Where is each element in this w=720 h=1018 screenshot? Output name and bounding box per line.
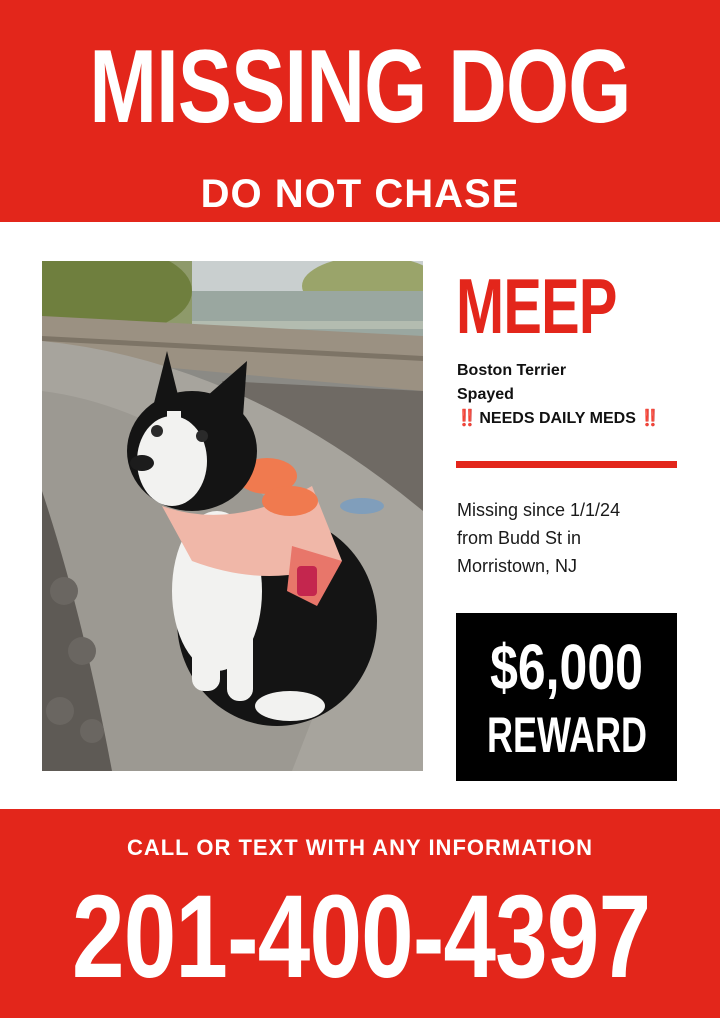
reward-label: REWARD [486,707,647,763]
reward-amount: $6,000 [490,631,643,703]
missing-city: Morristown, NJ [457,556,578,576]
reward-box [456,613,677,781]
call-instruction: CALL OR TEXT WITH ANY INFORMATION [126,835,594,860]
dog-name: MEEP [456,262,617,350]
dog-photo [42,261,423,771]
meds-note: NEEDS DAILY MEDS [479,410,636,427]
missing-location: from Budd St in [457,528,582,548]
double-exclamation-icon: ‼️ [640,410,659,427]
meds-warning [457,407,697,431]
dog-status: Spayed [457,386,514,403]
phone-number[interactable]: 201-400-4397 [72,871,651,1003]
poster-subtitle: DO NOT CHASE [200,172,520,216]
section-divider [456,461,677,468]
double-exclamation-icon: ‼️ [457,410,475,427]
missing-since: Missing since 1/1/24 [457,500,621,520]
footer-banner [0,809,720,1018]
dog-photo-illustration [42,261,423,771]
missing-info [457,496,697,580]
dog-details [457,359,697,431]
poster-title: MISSING DOG [89,29,631,145]
dog-breed: Boston Terrier [457,362,567,379]
header-banner [0,0,720,222]
